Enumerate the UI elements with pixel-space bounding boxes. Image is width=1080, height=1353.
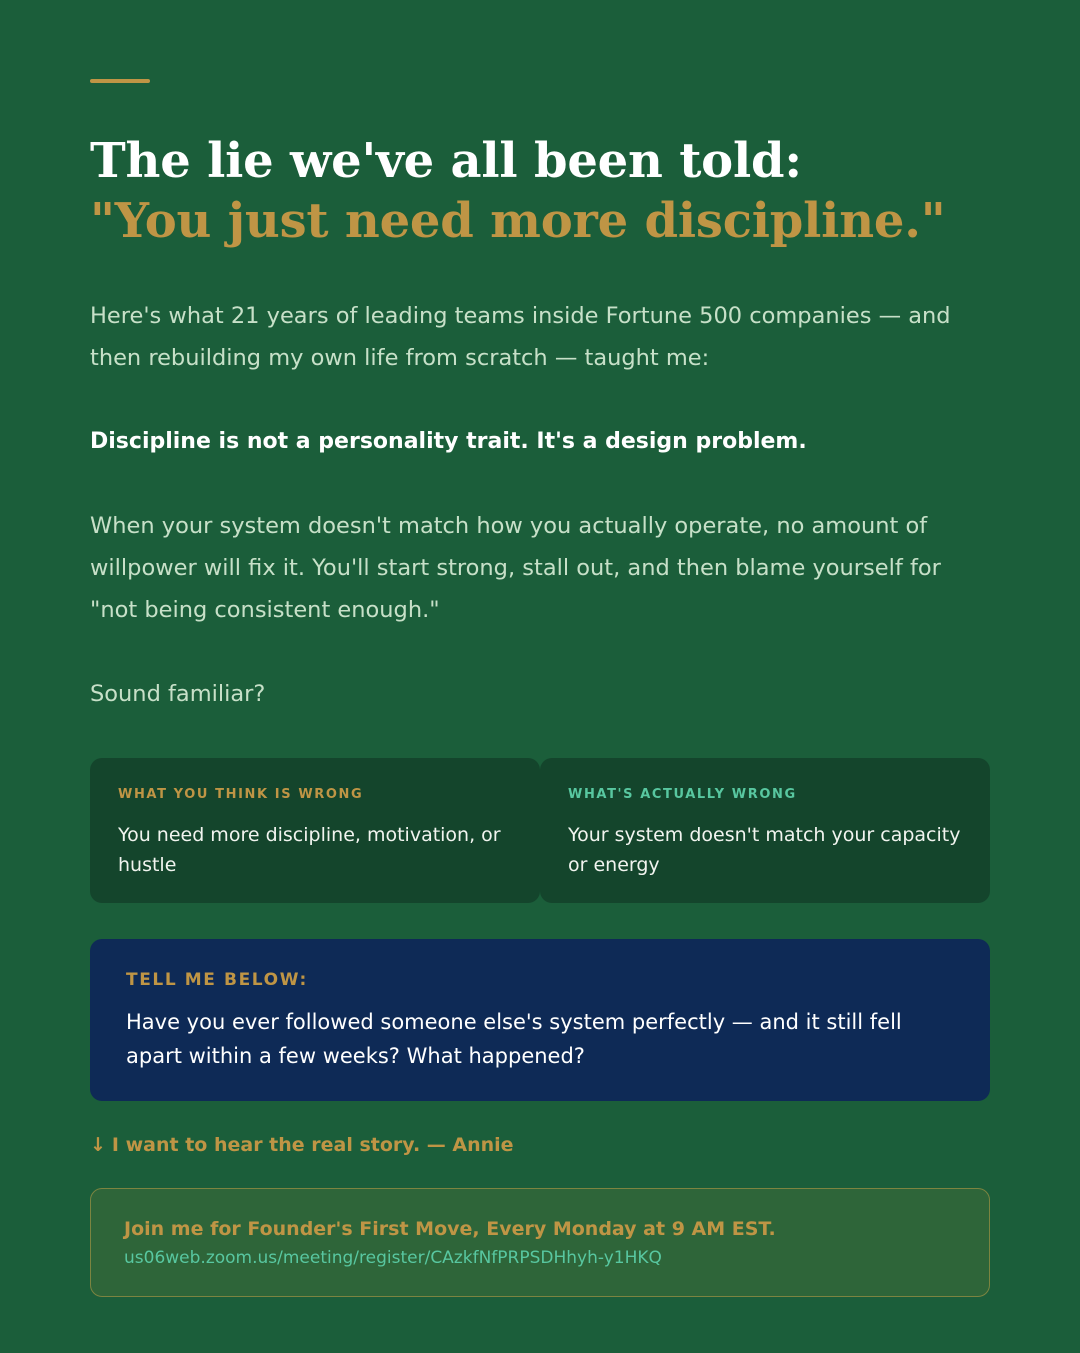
- intro-paragraph: Here's what 21 years of leading teams inside Fortune 500 companies — and then rebuilding my own life from scratch — taught me:: [90, 303, 951, 371]
- signoff: [90, 1133, 990, 1157]
- headline-line-2: "You just need more discipline.": [90, 193, 946, 249]
- comment-prompt-box: [90, 939, 990, 1101]
- signoff-text: I want to hear the real story. — Annie: [111, 1134, 514, 1156]
- headline: [90, 131, 990, 251]
- card-what-you-think: [90, 758, 540, 903]
- zoom-registration-link[interactable]: us06web.zoom.us/meeting/register/CAzkfNfPRPSDHhyh-y1HKQ: [124, 1248, 662, 1268]
- comparison-cards: [90, 758, 990, 903]
- headline-line-1: The lie we've all been told:: [90, 133, 802, 189]
- card-whats-actually-wrong: [540, 758, 990, 903]
- accent-bar: [90, 79, 150, 83]
- arrow-down-icon: ↓: [90, 1134, 106, 1156]
- event-cta-box: [90, 1188, 990, 1297]
- card-whats-actually-wrong-label: WHAT'S ACTUALLY WRONG: [568, 787, 797, 802]
- card-whats-actually-wrong-text: Your system doesn't match your capacity or energy: [568, 824, 961, 876]
- comment-prompt-label: TELL ME BELOW:: [126, 970, 308, 990]
- question-line: Sound familiar?: [90, 681, 266, 707]
- event-cta-title: Join me for Founder's First Move, Every Monday at 9 AM EST.: [124, 1218, 776, 1240]
- key-statement: Discipline is not a personality trait. It's a design problem.: [90, 429, 807, 454]
- body-paragraph: When your system doesn't match how you actually operate, no amount of willpower will fix it. You'll start strong, stall out, and then blame yourself for "not being consistent enough.": [90, 513, 941, 623]
- comment-prompt-question: Have you ever followed someone else's system perfectly — and it still fell apart within a few weeks? What happened?: [126, 1010, 902, 1068]
- card-what-you-think-text: You need more discipline, motivation, or hustle: [118, 824, 501, 876]
- card-what-you-think-label: WHAT YOU THINK IS WRONG: [118, 787, 364, 802]
